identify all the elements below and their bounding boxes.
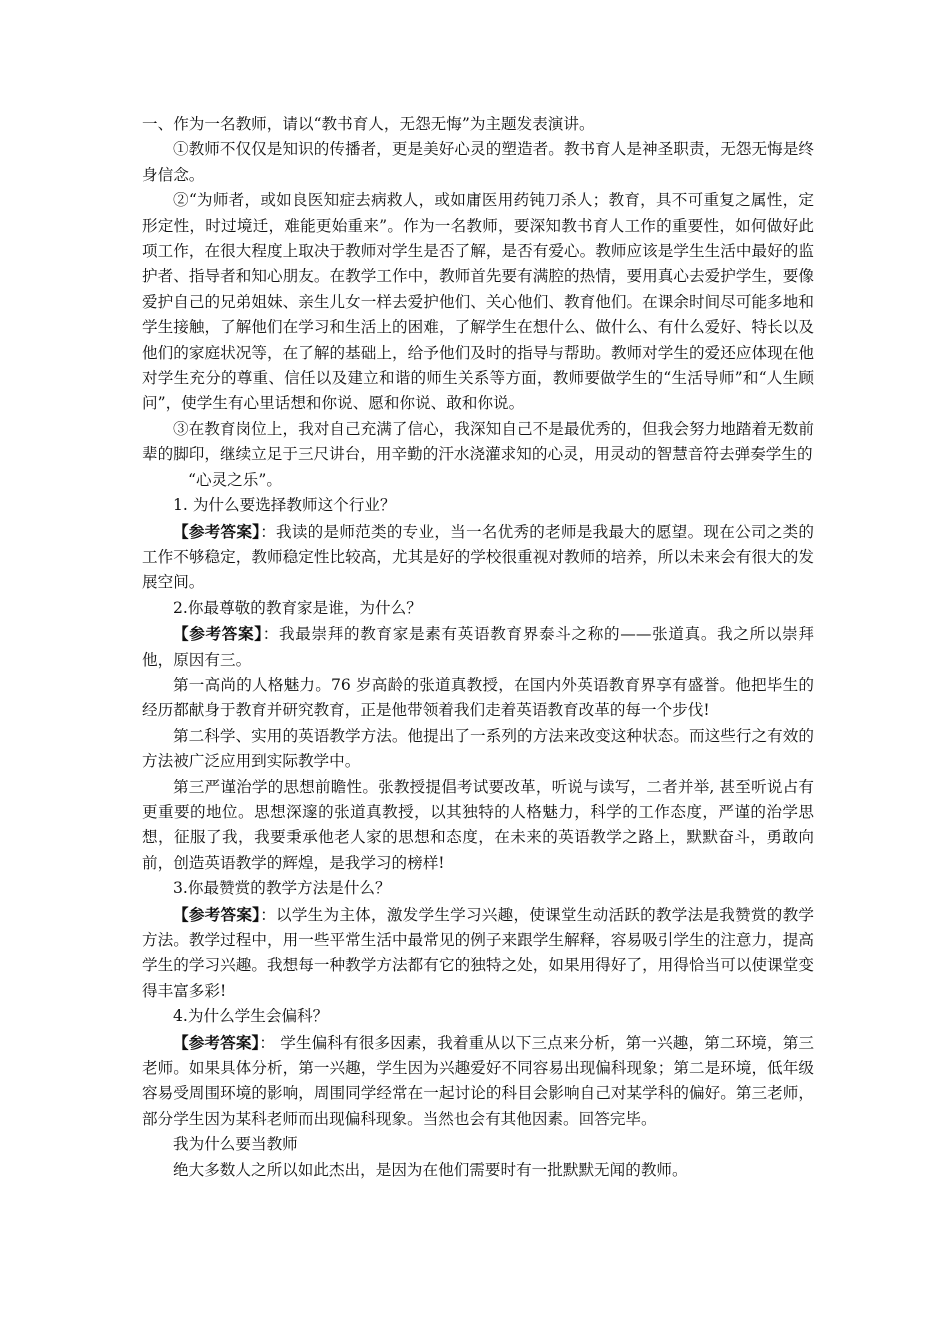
answer-label: 【参考答案】: [173, 1032, 260, 1052]
section-heading: 我为什么要当教师: [173, 1135, 298, 1154]
answer-2-point-2: 第二科学、实用的英语教学方法。他提出了一系列的方法来改变这种状态。而这些行之有效的方法被广泛应用到实际教学中。: [142, 726, 814, 771]
closing-paragraph: 绝大多数人之所以如此杰出，是因为在他们需要时有一批默默无闻的教师。: [173, 1160, 688, 1179]
document-body: [142, 112, 814, 1183]
answer-3-text: ：以学生为主体，激发学生学习兴趣，使课堂生动活跃的教学法是我赞赏的教学方法。教学过程中，用一些平常生活中最常见的例子来跟学生解释，容易吸引学生的注意力，提高学生的学习兴趣。我想每一种教学方法都有它的独特之处，如果用得好了，用得恰当可以使课堂变得丰富多彩!: [142, 905, 814, 1000]
answer-2: [142, 621, 814, 673]
answer-2-text: ：我最崇拜的教育家是素有英语教育界泰斗之称的——张道真。我之所以崇拜他，原因有三。: [142, 625, 814, 669]
question-2: 2.你最尊敬的教育家是谁，为什么？: [173, 598, 422, 617]
answer-2-point-3: 第三严谨治学的思想前瞻性。张教授提倡考试要改革，听说与读写，二者并举, 甚至听说占有更重要的地位。思想深邃的张道真教授，以其独特的人格魅力，科学的工作态度，严谨的治学思想，征服了我，我要秉承他老人家的思想和态度，在未来的英语教学之路上，默默奋斗，勇敢向前，创造英语教学的辉煌，是我学习的榜样!: [142, 777, 814, 872]
answer-label: 【参考答案】: [173, 904, 261, 924]
question-3: 3.你最赞赏的教学方法是什么？: [173, 879, 391, 898]
question-title: 一、作为一名教师，请以“教书育人，无怨无悔”为主题发表演讲。: [142, 115, 595, 133]
paragraph-1: ①教师不仅仅是知识的传播者，更是美好心灵的塑造者。教书育人是神圣职责，无怨无悔是终身信念。: [142, 140, 814, 184]
paragraph-2: ②“为师者，或如良医知症去病救人，或如庸医用药钝刀杀人；教育，具不可重复之属性，定形定性，时过境迁，难能更始重来”。作为一名教师，要深知教书育人工作的重要性，如何做好此项工作，在很大程度上取决于教师对学生是否了解，是否有爱心。教师应该是学生生活中最好的监护者、指导者和知心朋友。在教学工作中，教师首先要有满腔的热情，要用真心去爱护学生，要像爱护自己的兄弟姐妹、亲生儿女一样去爱护他们、关心他们、教育他们。在课余时间尽可能多地和学生接触，了解他们在学习和生活上的困难，了解学生在想什么、做什么、有什么爱好、特长以及他们的家庭状况等，在了解的基础上，给予他们及时的指导与帮助。教师对学生的爱还应体现在他对学生充分的尊重、信任以及建立和谐的师生关系等方面，教师要做学生的“生活导师”和“人生顾问”，使学生有心里话想和你说、愿和你说、敢和你说。: [142, 191, 814, 413]
answer-4: [142, 1030, 814, 1133]
answer-3: [142, 902, 814, 1005]
paragraph-3: ③在教育岗位上，我对自己充满了信心，我深知自己不是最优秀的，但我会努力地踏着无数前辈的脚印，继续立足于三尺讲台，用辛勤的汗水浇灌求知的心灵，用灵动的智慧音符去弹奏学生的: [142, 419, 814, 464]
answer-1: [142, 519, 814, 596]
answer-2-point-1: 第一高尚的人格魅力。76 岁高龄的张道真教授，在国内外英语教育界享有盛誉。他把毕生的经历都献身于教育并研究教育，正是他带领着我们走着英语教育改革的每一个步伐!: [142, 675, 814, 720]
paragraph-3-end: “心灵之乐”。: [188, 470, 282, 489]
question-4: 4.为什么学生会偏科？: [173, 1007, 329, 1026]
answer-1-text: ：我读的是师范类的专业，当一名优秀的老师是我最大的愿望。现在公司之类的工作不够稳定，教师稳定性比较高，尤其是好的学校很重视对教师的培养，所以未来会有很大的发展空间。: [142, 522, 814, 592]
answer-label: 【参考答案】: [173, 521, 261, 541]
question-1: 1. 为什么要选择教师这个行业？: [173, 496, 396, 515]
answer-label: 【参考答案】: [173, 624, 263, 644]
answer-4-text: ： 学生偏科有很多因素，我着重从以下三点来分析，第一兴趣，第二环境，第三老师。如果具体分析，第一兴趣，学生因为兴趣爱好不同容易出现偏科现象；第二是环境，低年级容易受周围环境的影响，周围同学经常在一起讨论的科目会影响自己对某学科的偏好。第三老师，部分学生因为某科老师而出现偏科现象。当然也会有其他因素。回答完毕。: [142, 1033, 814, 1128]
